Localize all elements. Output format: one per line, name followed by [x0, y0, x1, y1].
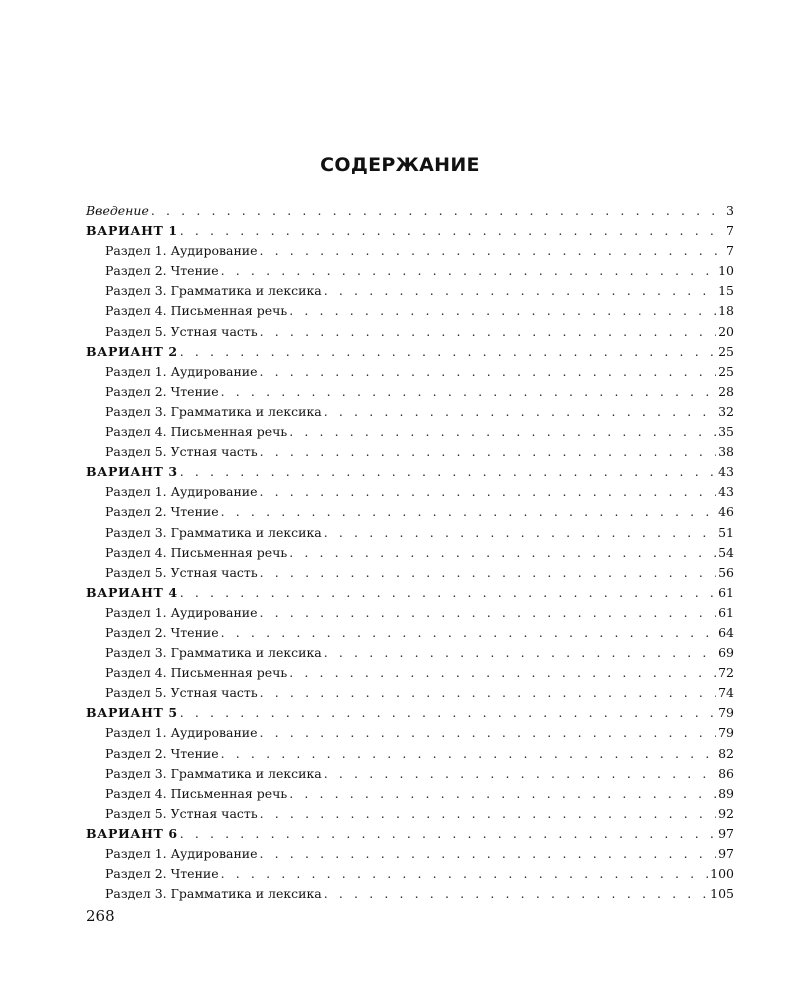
toc-entry-variant [86, 221, 734, 241]
dot-leader [260, 723, 717, 743]
toc-entry-page: 82 [718, 745, 734, 761]
dot-leader [324, 523, 716, 543]
toc-entry-label: Раздел 3. Грамматика и лексика [105, 886, 322, 902]
toc-entry-page: 61 [718, 584, 734, 600]
toc-entry-label: Раздел 3. Грамматика и лексика [105, 403, 322, 419]
toc-entry-label: Раздел 4. Письменная речь [105, 424, 288, 440]
dot-leader [260, 241, 725, 261]
dot-leader [324, 764, 716, 784]
toc-entry-label: ВАРИАНТ 6 [86, 825, 178, 841]
toc-entry-section [86, 502, 734, 522]
toc-entry-label: Раздел 4. Письменная речь [105, 665, 288, 681]
toc-entry-variant [86, 342, 734, 362]
toc-entry-page: 20 [718, 323, 734, 339]
dot-leader [180, 342, 716, 362]
toc-entry-section [86, 563, 734, 583]
toc-entry-page: 7 [726, 223, 734, 239]
dot-leader [221, 864, 709, 884]
toc-entry-page: 56 [718, 564, 734, 580]
toc-entry-section [86, 784, 734, 804]
toc-entry-section [86, 382, 734, 402]
toc-entry-page: 79 [718, 725, 734, 741]
dot-leader [180, 221, 724, 241]
toc-entry-section [86, 723, 734, 743]
toc-entry-intro [86, 201, 734, 221]
toc-entry-page: 43 [718, 484, 734, 500]
dot-leader [260, 442, 716, 462]
toc-entry-section [86, 603, 734, 623]
toc-entry-section [86, 482, 734, 502]
toc-entry-label: Раздел 3. Грамматика и лексика [105, 645, 322, 661]
toc-entry-label: Раздел 5. Устная часть [105, 444, 258, 460]
toc-entry-page: 25 [718, 343, 734, 359]
dot-leader [324, 402, 716, 422]
toc-entry-page: 97 [718, 825, 734, 841]
dot-leader [260, 362, 717, 382]
dot-leader [324, 643, 716, 663]
dot-leader [260, 683, 716, 703]
toc-entry-section [86, 764, 734, 784]
toc-entry-page: 51 [718, 524, 734, 540]
dot-leader [324, 281, 716, 301]
toc-entry-page: 97 [718, 846, 734, 861]
toc-entry-section [86, 623, 734, 643]
toc-entry-label: Раздел 3. Грамматика и лексика [105, 524, 322, 540]
toc-entry-page: 54 [718, 544, 734, 560]
toc-entry-section [86, 864, 734, 884]
toc-entry-label: ВАРИАНТ 1 [86, 223, 178, 239]
toc-entry-page: 89 [718, 785, 734, 801]
toc-entry-variant [86, 824, 734, 844]
toc-entry-label: Раздел 1. Аудирование [105, 363, 258, 379]
toc-entry-section [86, 523, 734, 543]
toc-entry-label: Раздел 4. Письменная речь [105, 544, 288, 560]
toc-entry-page: 38 [718, 444, 734, 460]
toc-entry-section [86, 844, 734, 864]
toc-entry-section [86, 543, 734, 563]
page-title: СОДЕРЖАНИЕ [320, 154, 480, 176]
toc-entry-page: 72 [718, 665, 734, 681]
dot-leader [260, 804, 716, 824]
toc-entry-page: 61 [718, 604, 734, 620]
toc-entry-page: 64 [718, 624, 734, 640]
toc-entry-page: 18 [718, 303, 734, 319]
dot-leader [289, 663, 716, 683]
toc-entry-label: Раздел 5. Устная часть [105, 805, 258, 821]
page-number: 268 [86, 907, 115, 925]
toc-entry-variant [86, 583, 734, 603]
toc-entry-page: 3 [726, 203, 734, 218]
dot-leader [151, 201, 724, 221]
toc-entry-label: Раздел 2. Чтение [105, 624, 219, 640]
toc-entry-page: 92 [718, 805, 734, 821]
dot-leader [221, 502, 716, 522]
toc-entry-label: Раздел 2. Чтение [105, 504, 219, 520]
toc-entry-section [86, 281, 734, 301]
toc-entry-page: 10 [718, 263, 734, 279]
dot-leader [289, 301, 716, 321]
toc-entry-page: 46 [718, 504, 734, 520]
toc-entry-label: Раздел 2. Чтение [105, 745, 219, 761]
dot-leader [289, 543, 716, 563]
toc-entry-label: Раздел 1. Аудирование [105, 604, 258, 620]
toc-entry-section [86, 362, 734, 382]
dot-leader [180, 583, 716, 603]
toc-entry-section [86, 261, 734, 281]
toc-entry-page: 28 [718, 383, 734, 399]
toc-entry-section [86, 442, 734, 462]
toc-entry-label: Введение [86, 203, 149, 218]
dot-leader [260, 322, 716, 342]
dot-leader [289, 784, 716, 804]
toc-entry-section [86, 744, 734, 764]
toc-entry-label: Раздел 5. Устная часть [105, 685, 258, 701]
dot-leader [260, 482, 717, 502]
toc-entry-variant [86, 462, 734, 482]
toc-entry-page: 32 [718, 403, 734, 419]
dot-leader [221, 382, 716, 402]
dot-leader [221, 261, 716, 281]
toc-entry-label: Раздел 5. Устная часть [105, 323, 258, 339]
toc-entry-label: Раздел 4. Письменная речь [105, 785, 288, 801]
toc-entry-page: 100 [710, 866, 734, 882]
toc-entry-page: 7 [726, 243, 734, 259]
toc-entry-page: 35 [718, 424, 734, 440]
toc-entry-label: ВАРИАНТ 3 [86, 464, 178, 480]
dot-leader [260, 844, 717, 864]
toc-entry-variant [86, 703, 734, 723]
dot-leader [221, 623, 716, 643]
toc-entry-label: Раздел 5. Устная часть [105, 564, 258, 580]
toc-entry-section [86, 322, 734, 342]
toc-entry-label: ВАРИАНТ 4 [86, 584, 178, 600]
toc-entry-section [86, 683, 734, 703]
toc-entry-label: Раздел 2. Чтение [105, 866, 219, 882]
toc-entry-section [86, 643, 734, 663]
table-of-contents [86, 201, 734, 904]
toc-entry-page: 43 [718, 464, 734, 480]
dot-leader [180, 462, 716, 482]
dot-leader [180, 824, 716, 844]
dot-leader [260, 603, 717, 623]
toc-entry-page: 105 [710, 886, 734, 902]
toc-entry-label: ВАРИАНТ 2 [86, 343, 178, 359]
toc-entry-page: 79 [718, 705, 734, 721]
toc-entry-label: Раздел 1. Аудирование [105, 484, 258, 500]
toc-entry-page: 15 [718, 283, 734, 299]
toc-entry-page: 69 [718, 645, 734, 661]
toc-entry-section [86, 804, 734, 824]
toc-entry-section [86, 422, 734, 442]
dot-leader [324, 884, 708, 904]
toc-entry-label: ВАРИАНТ 5 [86, 705, 178, 721]
toc-entry-label: Раздел 4. Письменная речь [105, 303, 288, 319]
toc-entry-page: 25 [718, 363, 734, 379]
dot-leader [289, 422, 716, 442]
toc-entry-section [86, 241, 734, 261]
toc-entry-label: Раздел 1. Аудирование [105, 243, 258, 259]
toc-entry-label: Раздел 2. Чтение [105, 263, 219, 279]
toc-entry-label: Раздел 1. Аудирование [105, 846, 258, 861]
toc-entry-label: Раздел 3. Грамматика и лексика [105, 765, 322, 781]
toc-entry-section [86, 402, 734, 422]
toc-entry-label: Раздел 2. Чтение [105, 383, 219, 399]
toc-entry-section [86, 663, 734, 683]
toc-entry-label: Раздел 3. Грамматика и лексика [105, 283, 322, 299]
dot-leader [180, 703, 716, 723]
dot-leader [260, 563, 716, 583]
dot-leader [221, 744, 716, 764]
toc-entry-section [86, 884, 734, 904]
toc-entry-label: Раздел 1. Аудирование [105, 725, 258, 741]
toc-entry-page: 86 [718, 765, 734, 781]
toc-entry-page: 74 [718, 685, 734, 701]
toc-entry-section [86, 301, 734, 321]
